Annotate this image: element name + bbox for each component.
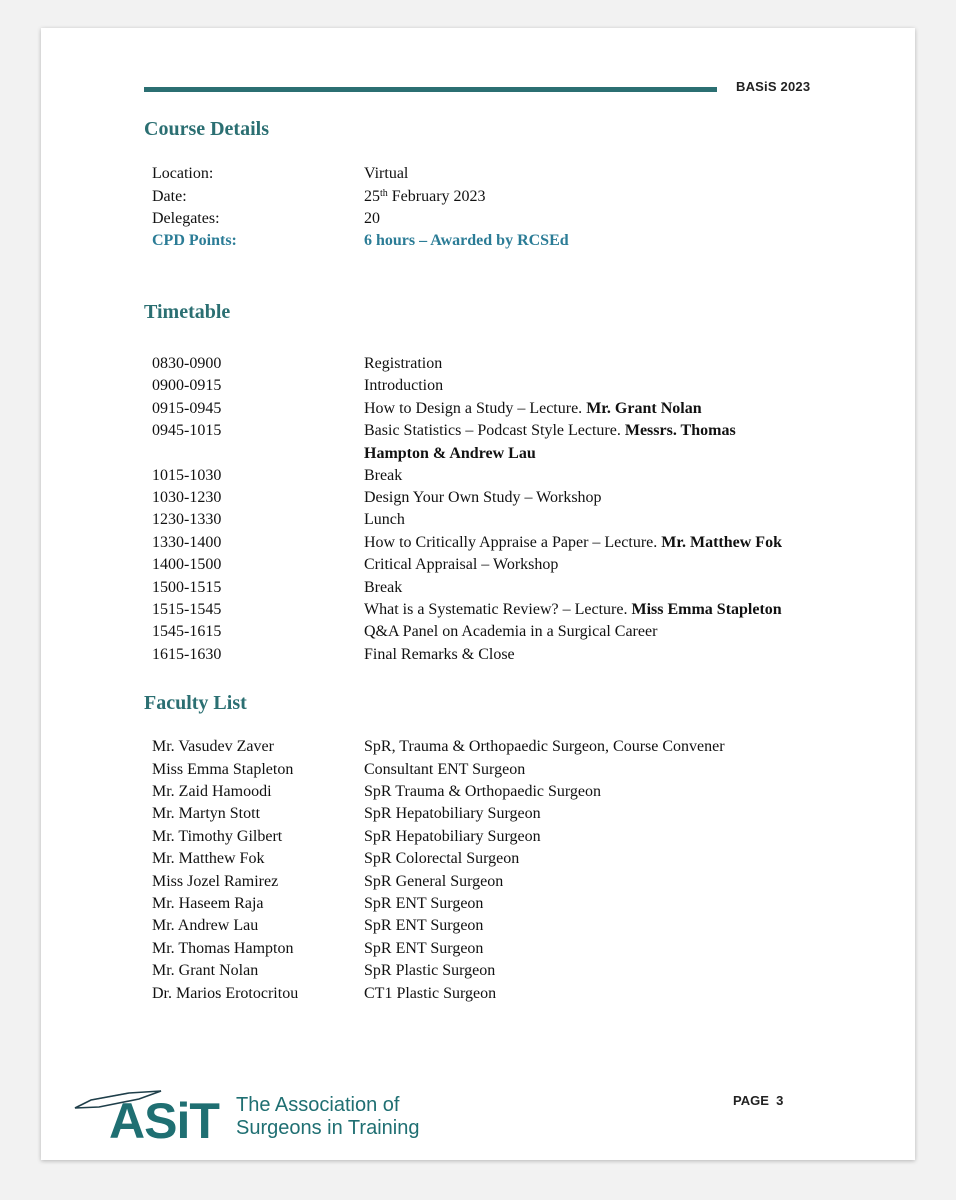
header-tag: BASiS 2023 [736, 79, 811, 94]
faculty-role: SpR, Trauma & Orthopaedic Surgeon, Course Convener [364, 738, 725, 755]
timetable-session [364, 465, 402, 487]
faculty-role: SpR General Surgeon [364, 873, 504, 890]
session-speaker: Messrs. Thomas [624, 422, 736, 439]
timetable-row [152, 353, 852, 375]
faculty-row [152, 759, 852, 781]
faculty-row [152, 848, 852, 870]
session-title: Q&A Panel on Academia in a Surgical Career [364, 623, 658, 640]
timetable-time: 1515-1545 [152, 601, 222, 618]
timetable-session [364, 577, 402, 599]
session-title: Introduction [364, 377, 444, 394]
detail-label: Delegates: [152, 210, 220, 227]
detail-label: Location: [152, 165, 214, 182]
date-day: 25 [364, 188, 380, 205]
faculty-role: SpR Colorectal Surgeon [364, 850, 520, 867]
session-title: Basic Statistics – Podcast Style Lecture. [364, 422, 625, 439]
faculty-name: Dr. Marios Erotocritou [152, 985, 299, 1002]
timetable-row [152, 398, 852, 420]
timetable-session [364, 644, 515, 666]
timetable-session [364, 443, 536, 465]
timetable-title: Timetable [144, 301, 231, 323]
timetable-session [364, 599, 782, 621]
timetable-row-continuation [152, 443, 852, 465]
timetable-time: 1615-1630 [152, 646, 222, 663]
timetable-row [152, 621, 852, 643]
timetable-time: 1545-1615 [152, 623, 222, 640]
faculty-name: Mr. Timothy Gilbert [152, 828, 283, 845]
timetable-time: 1330-1400 [152, 534, 222, 551]
faculty-name: Mr. Zaid Hamoodi [152, 783, 272, 800]
timetable-row [152, 375, 852, 397]
session-title: Registration [364, 355, 443, 372]
faculty-row [152, 983, 852, 1005]
timetable-time: 0900-0915 [152, 377, 222, 394]
faculty-name: Mr. Thomas Hampton [152, 940, 294, 957]
faculty-role: SpR ENT Surgeon [364, 917, 484, 934]
course-detail-row-location [152, 163, 852, 185]
timetable-row [152, 577, 852, 599]
faculty-role: SpR Hepatobiliary Surgeon [364, 828, 541, 845]
course-detail-row-delegates [152, 208, 852, 230]
faculty-name: Mr. Andrew Lau [152, 917, 259, 934]
faculty-row [152, 960, 852, 982]
faculty-row [152, 915, 852, 937]
timetable-session [364, 509, 405, 531]
timetable-row [152, 644, 852, 666]
timetable-time: 1030-1230 [152, 489, 222, 506]
faculty-row [152, 893, 852, 915]
timetable-time: 1500-1515 [152, 579, 222, 596]
timetable-time: 1230-1330 [152, 511, 222, 528]
faculty-row [152, 938, 852, 960]
faculty-name: Miss Emma Stapleton [152, 761, 294, 778]
detail-label: Date: [152, 188, 187, 205]
logo-line-2: Surgeons in Training [236, 1117, 420, 1139]
session-speaker: Mr. Matthew Fok [661, 534, 782, 551]
asit-logo-text [236, 1094, 419, 1140]
timetable-row [152, 465, 852, 487]
faculty-role: SpR ENT Surgeon [364, 895, 484, 912]
timetable-row [152, 599, 852, 621]
timetable-row [152, 487, 852, 509]
timetable-time: 0915-0945 [152, 400, 222, 417]
timetable-time: 0830-0900 [152, 355, 222, 372]
session-title: Lunch [364, 511, 405, 528]
faculty-role: CT1 Plastic Surgeon [364, 985, 497, 1002]
timetable-time: 1400-1500 [152, 556, 222, 573]
timetable-session [364, 487, 602, 509]
session-title: How to Design a Study – Lecture. [364, 400, 587, 417]
timetable-row [152, 420, 852, 442]
faculty-name: Mr. Matthew Fok [152, 850, 265, 867]
faculty-role: SpR Plastic Surgeon [364, 962, 496, 979]
header-rule [144, 87, 717, 92]
session-speaker: Hampton & Andrew Lau [364, 445, 536, 462]
faculty-role: SpR Trauma & Orthopaedic Surgeon [364, 783, 602, 800]
faculty-name: Miss Jozel Ramirez [152, 873, 279, 890]
logo-line-1: The Association of [236, 1094, 400, 1116]
session-speaker: Mr. Grant Nolan [586, 400, 702, 417]
timetable-session [364, 621, 657, 643]
date-suffix: th [380, 188, 388, 199]
faculty-row [152, 803, 852, 825]
timetable-session [364, 420, 736, 442]
course-detail-row-cpd [152, 230, 852, 252]
page-number: PAGE 3 [733, 1093, 784, 1108]
session-title: How to Critically Appraise a Paper – Lecture. [364, 534, 662, 551]
timetable-time: 1015-1030 [152, 467, 222, 484]
session-speaker: Miss Emma Stapleton [631, 601, 782, 618]
session-title: Break [364, 467, 403, 484]
session-title: Break [364, 579, 403, 596]
timetable-session [364, 353, 442, 375]
session-title: What is a Systematic Review? – Lecture. [364, 601, 632, 618]
detail-label: CPD Points: [152, 232, 237, 249]
session-title: Critical Appraisal – Workshop [364, 556, 559, 573]
faculty-name: Mr. Vasudev Zaver [152, 738, 274, 755]
session-title: Design Your Own Study – Workshop [364, 489, 602, 506]
detail-value: 6 hours – Awarded by RCSEd [364, 232, 569, 249]
faculty-row [152, 871, 852, 893]
detail-value: 20 [364, 210, 380, 227]
faculty-name: Mr. Haseem Raja [152, 895, 264, 912]
faculty-row [152, 826, 852, 848]
timetable-session [364, 375, 443, 397]
course-details-title: Course Details [144, 118, 269, 140]
session-title: Final Remarks & Close [364, 646, 515, 663]
detail-value [364, 186, 486, 208]
faculty-list-title: Faculty List [144, 692, 247, 714]
timetable-time: 0945-1015 [152, 422, 222, 439]
document-page [41, 28, 915, 1160]
faculty-name: Mr. Martyn Stott [152, 805, 261, 822]
faculty-role: SpR Hepatobiliary Surgeon [364, 805, 541, 822]
course-detail-row-date [152, 186, 852, 208]
timetable-row [152, 509, 852, 531]
faculty-name: Mr. Grant Nolan [152, 962, 259, 979]
asit-logo-mark: ASiT [109, 1093, 219, 1144]
timetable-row [152, 532, 852, 554]
faculty-row [152, 781, 852, 803]
detail-value: Virtual [364, 165, 409, 182]
timetable-session [364, 554, 558, 576]
timetable-row [152, 554, 852, 576]
timetable-session [364, 398, 702, 420]
faculty-role: Consultant ENT Surgeon [364, 761, 526, 778]
timetable-session [364, 532, 782, 554]
date-rest: February 2023 [387, 188, 486, 205]
faculty-role: SpR ENT Surgeon [364, 940, 484, 957]
faculty-row [152, 736, 852, 758]
